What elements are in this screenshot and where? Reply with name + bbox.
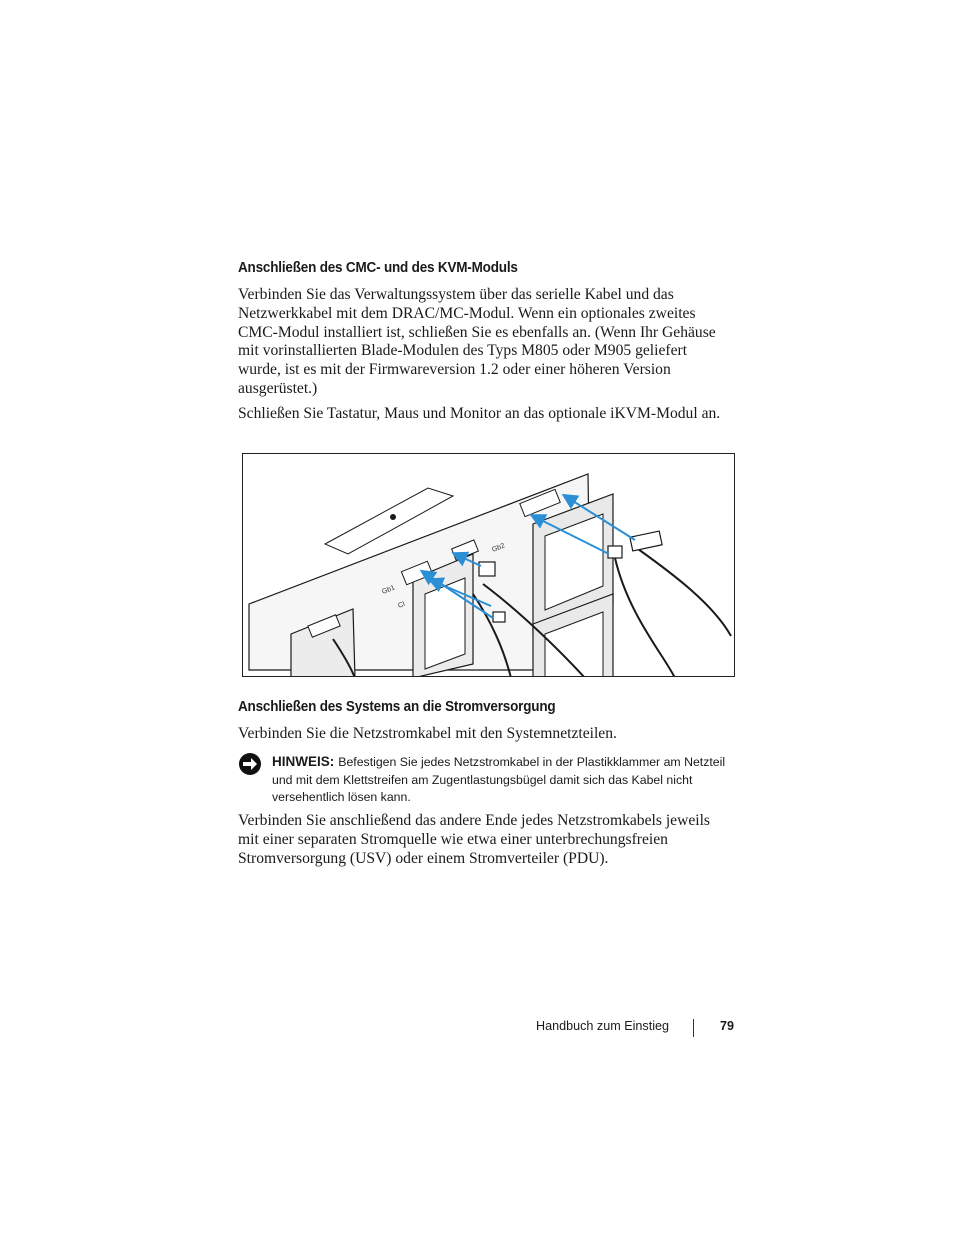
paragraph-power-source	[238, 812, 710, 868]
paragraph-line: mit einer separaten Stromquelle wie etwa einer unterbrechungsfreien	[238, 830, 668, 848]
paragraph-line: Verbinden Sie die Netzstromkabel mit den Systemnetzteilen.	[238, 725, 617, 742]
port-label: Gb1	[381, 584, 397, 596]
network-connector	[608, 546, 622, 558]
cable-serial	[638, 549, 731, 636]
paragraph-power-cables	[238, 725, 617, 744]
paragraph-cmc-connection	[238, 286, 716, 399]
notice-label: HINWEIS:	[272, 754, 335, 769]
notice-text	[272, 753, 742, 807]
paragraph-line: ausgerüstet.)	[238, 379, 318, 397]
notice-arrow-icon	[238, 752, 262, 776]
notice-body-line: Befestigen Sie jedes Netzstromkabel in der Plastikklammer am Netzteil	[338, 755, 726, 769]
section-heading-cmc-kvm: Anschließen des CMC- und des KVM-Moduls	[238, 260, 518, 276]
paragraph-line: Verbinden Sie das Verwaltungssystem über das serielle Kabel und das	[238, 286, 674, 303]
plate-screw	[390, 514, 396, 520]
port-label: CI	[397, 600, 407, 610]
paragraph-line: wurde, ist es mit der Firmwareversion 1.2 oder einer höheren Version	[238, 361, 671, 379]
paragraph-line: CMC-Modul installiert ist, schließen Sie es ebenfalls an. (Wenn Ihr Gehäuse	[238, 323, 716, 341]
footer-title: Handbuch zum Einstieg	[536, 1019, 670, 1033]
notice-body-line: und mit dem Klettstreifen am Zugentlastungsbügel damit sich das Kabel nicht	[272, 772, 693, 787]
cabling-illustration	[242, 453, 735, 677]
paragraph-line: Schließen Sie Tastatur, Maus und Monitor an das optionale iKVM-Modul an.	[238, 405, 721, 422]
paragraph-line: mit vorinstallierten Blade-Modulen des Typs M805 oder M905 geliefert	[238, 342, 688, 360]
paragraph-line: Stromversorgung (USV) oder einem Stromverteiler (PDU).	[238, 849, 609, 867]
chassis-drawing	[243, 454, 735, 677]
serial-connector	[630, 531, 662, 551]
kvm-connector	[479, 562, 495, 576]
port-label: Gb2	[491, 542, 507, 554]
paragraph-ikvm	[238, 405, 720, 424]
cable-network	[615, 558, 675, 677]
page-number: 79	[720, 1019, 735, 1033]
paragraph-line: Verbinden Sie anschließend das andere Ende jedes Netzstromkabels jeweils	[238, 812, 710, 829]
section-heading-power: Anschließen des Systems an die Stromversorgung	[238, 699, 556, 715]
paragraph-line: Netzwerkkabel mit dem DRAC/MC-Modul. Wenn ein optionales zweites	[238, 304, 696, 322]
notice-body-line: versehentlich lösen kann.	[272, 790, 411, 805]
footer-divider	[693, 1019, 694, 1037]
kvm-connector	[493, 612, 505, 622]
